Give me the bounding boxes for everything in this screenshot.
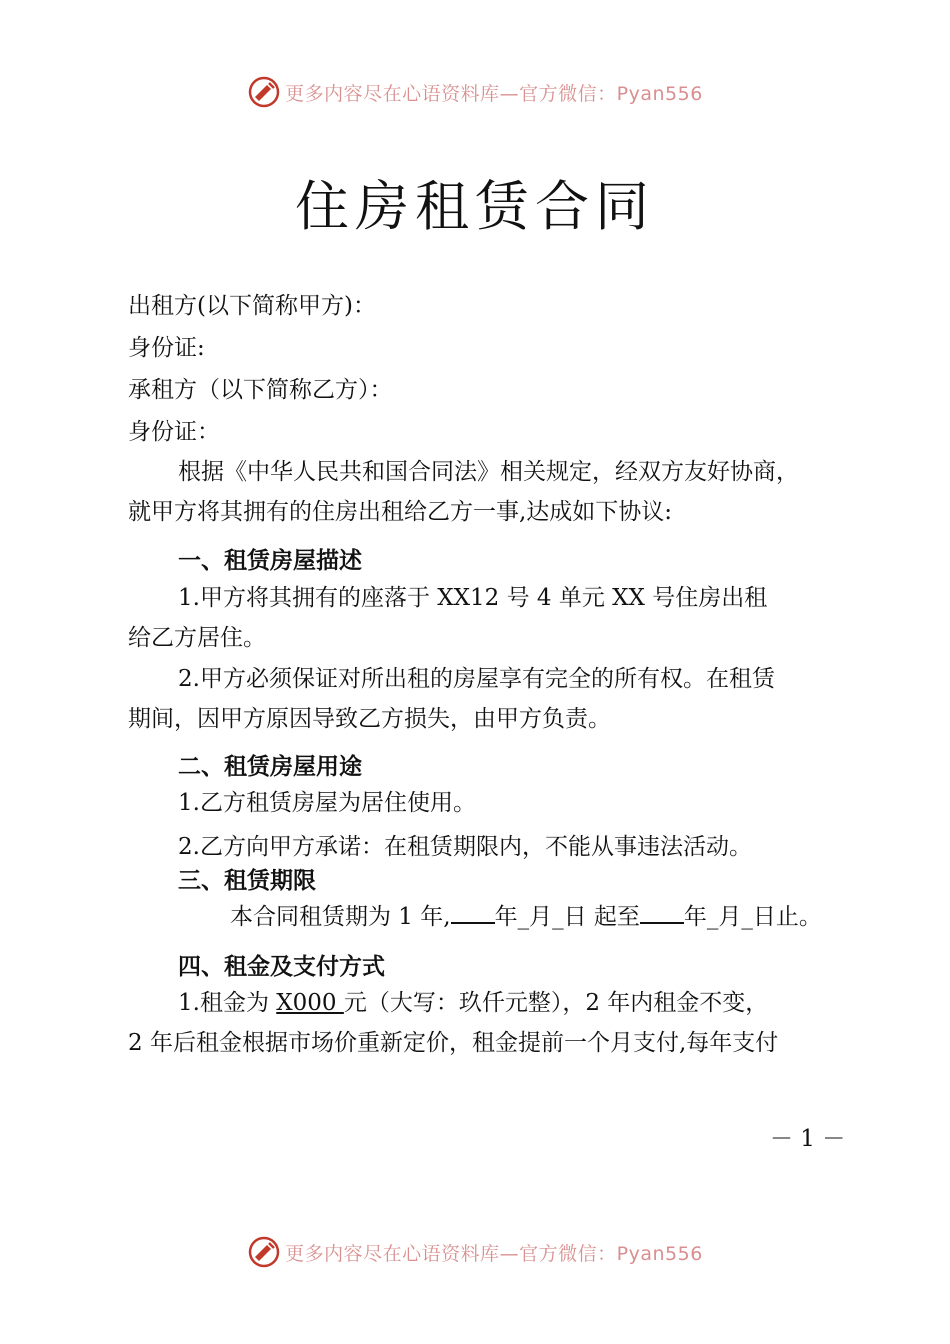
- section-4-item-1-line-2: 2 年后租金根据市场价重新定价，租金提前一个月支付,每年支付: [128, 1030, 779, 1056]
- section-4-heading: 四、租金及支付方式: [178, 954, 385, 980]
- banner-text: 更多内容尽在心语资料库—官方微信：Pyan556: [285, 82, 703, 105]
- section-2-heading: 二、租赁房屋用途: [178, 754, 362, 780]
- section-4-item-1-line-1: [178, 988, 768, 1018]
- section-2-item-1: 1.乙方租赁房屋为居住使用。: [178, 790, 476, 816]
- logo-icon: [247, 75, 281, 109]
- section-1-item-1-line-1: 1.甲方将其拥有的座落于 XX12 号 4 单元 XX 号住房出租: [178, 585, 768, 611]
- document-title: 住房租赁合同: [295, 175, 655, 238]
- rent-text-1: 1.租金为: [178, 990, 277, 1016]
- section-2-item-2: 2.乙方向甲方承诺：在租赁期限内，不能从事违法活动。: [178, 834, 752, 860]
- logo-icon: [247, 1235, 281, 1269]
- section-1-heading: 一、租赁房屋描述: [178, 548, 362, 574]
- lessor-id-line: 身份证:: [128, 335, 205, 361]
- lessor-line: 出租方(以下简称甲方)：: [128, 293, 376, 319]
- section-3-heading: 三、租赁期限: [178, 868, 316, 894]
- rent-amount: X000: [276, 990, 344, 1016]
- term-text-2: 年_月_日 起至: [494, 904, 640, 930]
- page-number: － 1 －: [770, 1126, 846, 1152]
- section-1-item-2-line-2: 期间，因甲方原因导致乙方损失，由甲方负责。: [128, 706, 611, 732]
- section-1-item-2-line-1: 2.甲方必须保证对所出租的房屋享有完全的所有权。在租赁: [178, 666, 775, 692]
- lessee-id-line: 身份证：: [128, 419, 220, 445]
- footer-banner: [0, 1232, 950, 1272]
- term-text-1: 本合同租赁期为 1 年,: [230, 904, 451, 930]
- term-blank-2: [640, 900, 684, 924]
- intro-line-2: 就甲方将其拥有的住房出租给乙方一事,达成如下协议:: [128, 499, 673, 525]
- lessee-line: 承租方（以下简称乙方）：: [128, 377, 393, 403]
- header-banner: [0, 72, 950, 112]
- section-3-term-line: [230, 900, 822, 932]
- rent-text-2: 元（大写：玖仟元整），2 年内租金不变，: [343, 990, 769, 1016]
- intro-line-1: 根据《中华人民共和国合同法》相关规定，经双方友好协商，: [178, 459, 799, 485]
- term-blank-1: [451, 900, 495, 924]
- section-1-item-1-line-2: 给乙方居住。: [128, 625, 266, 651]
- term-text-3: 年_月_日止。: [683, 904, 822, 930]
- banner-text: 更多内容尽在心语资料库—官方微信：Pyan556: [285, 1242, 703, 1265]
